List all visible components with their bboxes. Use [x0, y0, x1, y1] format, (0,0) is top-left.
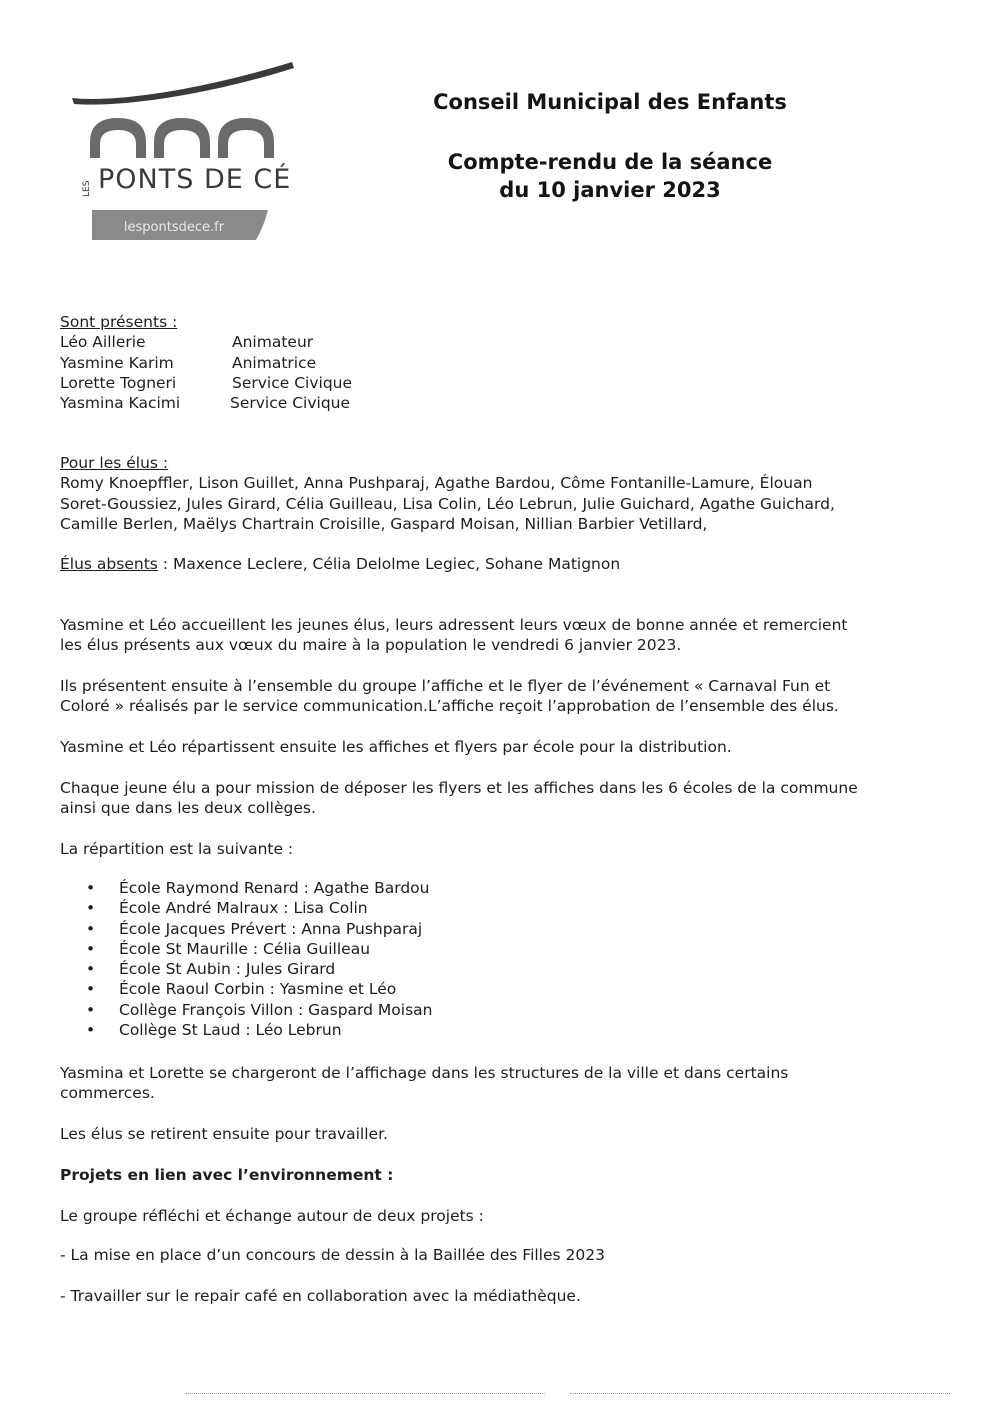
list-item: [86, 919, 432, 939]
paragraph-line: Chaque jeune élu a pour mission de déposer les flyers et les affiches dans les 6 écoles de la commune: [60, 779, 858, 797]
present-row: [60, 393, 351, 413]
list-item: [86, 878, 432, 898]
page-subtitle: [400, 148, 820, 204]
paragraph-accueil: [60, 615, 950, 656]
bullet-icon: •: [86, 1021, 96, 1040]
bullet-icon: •: [86, 919, 96, 938]
repartition-list: [86, 878, 432, 1040]
bullet-icon: •: [86, 1000, 96, 1019]
paragraph-line: Yasmine et Léo accueillent les jeunes élus, leurs adressent leurs vœux de bonne année et remercient: [60, 616, 848, 634]
present-role: Animateur: [232, 333, 314, 352]
present-name: Yasmina Kacimi: [60, 394, 181, 413]
paragraph-affichage: [60, 1063, 950, 1104]
absents-section: [60, 554, 950, 574]
logo-name: PONTS DE CÉ: [98, 164, 292, 195]
paragraph-projets-intro: Le groupe réfléchi et échange autour de deux projets :: [60, 1207, 484, 1225]
paragraph-line: les élus présents aux vœux du maire à la population le vendredi 6 janvier 2023.: [60, 636, 682, 655]
list-item-text: École Raymond Renard : Agathe Bardou: [119, 879, 430, 897]
paragraph-line: commerces.: [60, 1084, 155, 1103]
bullet-icon: •: [86, 879, 96, 897]
paragraph-mission: [60, 778, 950, 819]
list-item-text: Collège St Laud : Léo Lebrun: [119, 1021, 342, 1040]
list-item: [86, 979, 432, 999]
present-name: Lorette Togneri: [60, 373, 177, 392]
subtitle-line-2: du 10 janvier 2023: [499, 178, 721, 202]
bullet-icon: •: [86, 980, 96, 999]
bullet-icon: •: [86, 899, 96, 918]
section-heading-environnement: Projets en lien avec l’environnement :: [60, 1166, 394, 1184]
subtitle-line-1: Compte-rendu de la séance: [447, 150, 773, 174]
list-item: [86, 939, 432, 959]
present-row: [60, 353, 317, 373]
bullet-icon: •: [86, 960, 96, 979]
list-item-text: École Raoul Corbin : Yasmine et Léo: [119, 980, 397, 999]
paragraph-line: Coloré » réalisés par le service communication.L’affiche reçoit l’approbation de l’ensemble des élus.: [60, 697, 839, 716]
elus-heading: Pour les élus :: [60, 454, 169, 472]
list-item-text: École André Malraux : Lisa Colin: [119, 899, 368, 918]
bullet-icon: •: [86, 939, 96, 958]
present-role: Service Civique: [232, 373, 353, 392]
footer-divider: [570, 1393, 950, 1394]
paragraph-projet-dessin: - La mise en place d’un concours de dessin à la Baillée des Filles 2023: [60, 1246, 605, 1264]
footer-divider: [185, 1393, 545, 1394]
logo-prefix: LES: [82, 180, 92, 197]
elus-line: Romy Knoepffler, Lison Guillet, Anna Pushparaj, Agathe Bardou, Côme Fontanille-Lamure, Élouan: [60, 474, 813, 493]
list-item: [86, 898, 432, 918]
elus-line: Camille Berlen, Maëlys Chartrain Croisille, Gaspard Moisan, Nillian Barbier Vetillard,: [60, 514, 708, 533]
absents-heading: Élus absents: [60, 555, 158, 573]
paragraph-retirent: Les élus se retirent ensuite pour travailler.: [60, 1125, 388, 1143]
list-item: [86, 959, 432, 979]
present-name: Yasmine Karim: [60, 353, 174, 372]
list-item: [86, 1000, 432, 1020]
elus-section: [60, 453, 950, 534]
logo-url: lespontsdece.fr: [123, 220, 225, 235]
paragraph-line: Ils présentent ensuite à l’ensemble du groupe l’affiche et le flyer de l’événement « Carnaval Fun et: [60, 677, 831, 695]
paragraph-repartition-intro: La répartition est la suivante :: [60, 840, 294, 858]
list-item-text: Collège François Villon : Gaspard Moisan: [119, 1000, 433, 1019]
list-item-text: École Jacques Prévert : Anna Pushparaj: [119, 919, 423, 938]
presents-heading: Sont présents :: [60, 313, 178, 331]
present-row: [60, 373, 353, 393]
paragraph-line: ainsi que dans les deux collèges.: [60, 799, 316, 818]
list-item-text: École St Maurille : Célia Guilleau: [119, 939, 371, 958]
present-role: Service Civique: [230, 394, 351, 413]
logo-les-ponts-de-ce: [68, 58, 298, 248]
paragraph-repartissent: Yasmine et Léo répartissent ensuite les affiches et flyers par école pour la distribution.: [60, 738, 732, 756]
present-name: Léo Aillerie: [60, 333, 146, 352]
paragraph-projet-repair-cafe: - Travailler sur le repair café en collaboration avec la médiathèque.: [60, 1287, 581, 1305]
paragraph-affiche: [60, 676, 950, 717]
page-title: Conseil Municipal des Enfants: [433, 90, 787, 114]
present-role: Animatrice: [232, 353, 317, 372]
elus-line: Soret-Goussiez, Jules Girard, Célia Guilleau, Lisa Colin, Léo Lebrun, Julie Guichard, Agathe Guichard,: [60, 494, 835, 513]
absents-list: : Maxence Leclere, Célia Delolme Legiec, Sohane Matignon: [162, 555, 621, 573]
list-item-text: École St Aubin : Jules Girard: [119, 960, 336, 979]
paragraph-line: Yasmina et Lorette se chargeront de l’affichage dans les structures de la ville et dans certains: [60, 1064, 789, 1082]
present-row: [60, 332, 314, 352]
list-item: [86, 1020, 432, 1040]
presents-section: [60, 312, 353, 413]
